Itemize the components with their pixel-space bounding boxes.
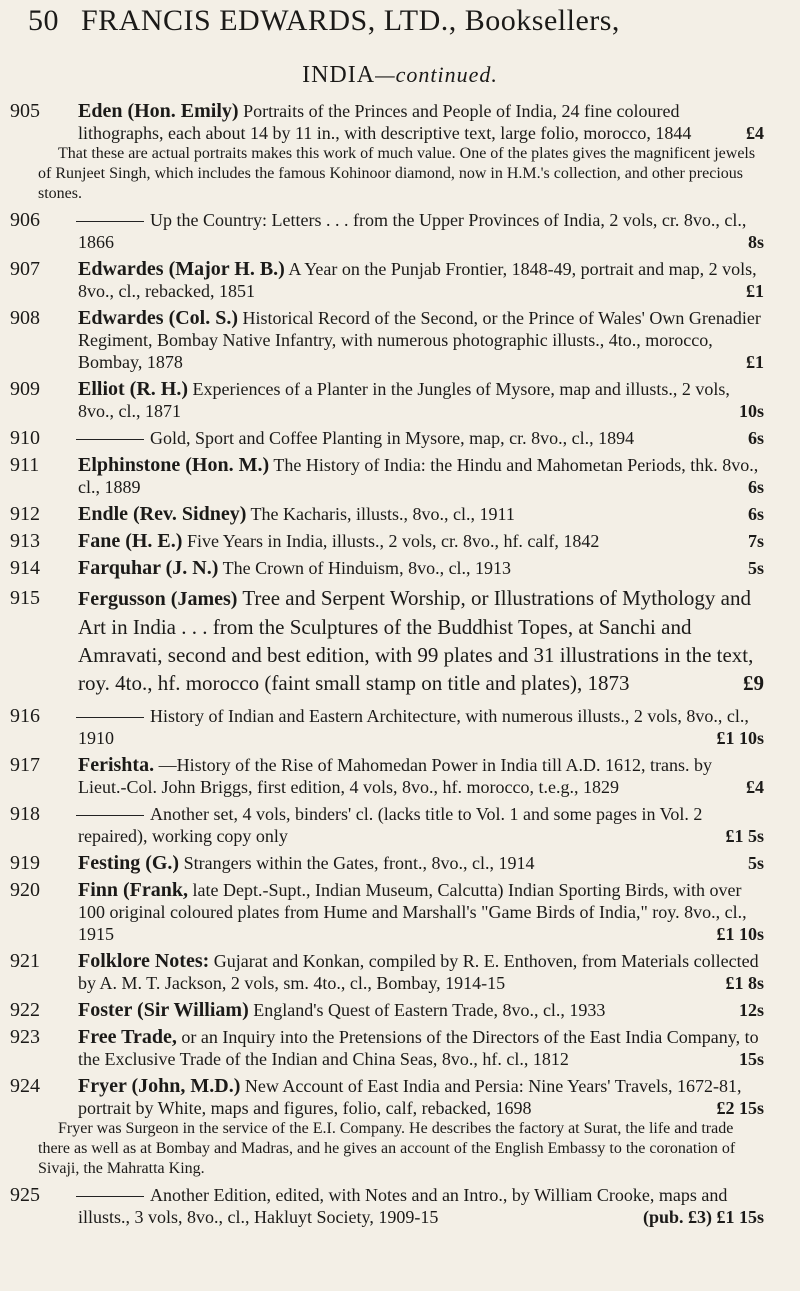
catalogue-entry <box>0 999 800 1021</box>
entry-author: Edwardes (Col. S.) <box>78 307 239 329</box>
entry-number: 925 <box>10 1184 40 1206</box>
catalogue-entry <box>0 503 800 525</box>
entry-author: Folklore Notes: <box>78 950 210 972</box>
entry-author: Endle (Rev. Sidney) <box>78 503 247 525</box>
ditto-rule <box>76 221 144 222</box>
entry-author: Farquhar (J. N.) <box>78 557 219 579</box>
ditto-rule <box>76 815 144 816</box>
catalogue-entry <box>0 584 800 697</box>
entry-price: 10s <box>738 401 764 421</box>
catalogue-entry <box>0 754 800 798</box>
entry-author: Fergusson (James) <box>78 588 238 610</box>
entry-description: or an Inquiry into the Pretensions of the Directors of the East India Company, to the Exclusive Trade of the Indian and China Seas, 8vo., hf. cl., 1812 <box>78 1027 759 1069</box>
entry-author: Finn (Frank, <box>78 879 189 901</box>
entry-price: £1 8s <box>725 973 764 993</box>
catalogue-entry <box>0 454 800 498</box>
catalogue-entry <box>0 530 800 552</box>
section-continued: —continued. <box>375 62 498 87</box>
entry-description: Another Edition, edited, with Notes and an Intro., by William Crooke, maps and illusts., 3 vols, 8vo., cl., Hakluyt Society, 1909-15 <box>78 1185 728 1227</box>
entry-price: £1 5s <box>725 826 764 846</box>
entry-author: Ferishta. <box>78 754 155 776</box>
entry-author: Festing (G.) <box>78 852 180 874</box>
catalogue-entry <box>0 1026 800 1070</box>
entry-number: 911 <box>10 454 40 476</box>
entry-price: 12s <box>738 1000 764 1020</box>
entry-description: Experiences of a Planter in the Jungles of Mysore, map and illusts., 2 vols, 8vo., cl., 1871 <box>78 379 730 421</box>
catalogue-entry <box>0 209 800 253</box>
entry-price: 7s <box>747 531 764 551</box>
entry-number: 919 <box>10 852 40 874</box>
entry-price: 6s <box>747 504 764 524</box>
entry-author: Elphinstone (Hon. M.) <box>78 454 270 476</box>
entry-price: £1 <box>746 281 764 301</box>
entry-price: 6s <box>747 477 764 497</box>
entry-note: That these are actual portraits makes this work of much value. One of the plates gives the magnificent jewels of Runjeet Singh, which includes the famous Kohinoor diamond, now in H.M.'s collection, and other precious stones. <box>38 145 756 202</box>
entry-author: Fryer (John, M.D.) <box>78 1075 241 1097</box>
page-number: 50 <box>28 4 59 37</box>
publisher-name: FRANCIS EDWARDS, LTD., Booksellers, <box>81 4 620 37</box>
entry-number: 909 <box>10 378 40 400</box>
entry-number: 912 <box>10 503 40 525</box>
catalogue-entry <box>0 100 800 204</box>
catalogue-entry <box>0 307 800 373</box>
entry-price: 5s <box>747 853 764 873</box>
entry-number: 914 <box>10 557 40 579</box>
entry-number: 906 <box>10 209 40 231</box>
ditto-rule <box>76 1196 144 1197</box>
entry-price: £1 <box>746 352 764 372</box>
entry-description: Strangers within the Gates, front., 8vo., cl., 1914 <box>183 853 535 873</box>
entry-price: £1 10s <box>716 924 764 944</box>
entry-price: 15s <box>738 1049 764 1069</box>
catalogue-entry <box>0 950 800 994</box>
catalogue-entry <box>0 258 800 302</box>
catalogue-entry <box>0 378 800 422</box>
entry-price: £9 <box>743 671 764 695</box>
catalogue-entry <box>0 1184 800 1228</box>
entry-description: The History of India: the Hindu and Mahometan Periods, thk. 8vo., cl., 1889 <box>78 455 759 497</box>
section-title <box>0 62 800 89</box>
catalogue-entry <box>0 427 800 449</box>
entry-price: 8s <box>747 232 764 252</box>
entry-description: —History of the Rise of Mahomedan Power in India till A.D. 1612, trans. by Lieut.-Col. John Briggs, first edition, 4 vols, 8vo., hf. morocco, t.e.g., 1829 <box>78 755 713 797</box>
entry-number: 905 <box>10 100 40 122</box>
entry-price: £4 <box>746 123 764 143</box>
catalogue-entry <box>0 1075 800 1179</box>
ditto-rule <box>76 439 144 440</box>
section-name: INDIA <box>302 62 376 88</box>
entry-description: Portraits of the Princes and People of India, 24 fine coloured lithographs, each about 14 by 11 in., with descriptive text, large folio, morocco, 1844 <box>78 101 692 143</box>
entry-author: Foster (Sir William) <box>78 999 249 1021</box>
catalogue-entry <box>0 705 800 749</box>
entry-description: New Account of East India and Persia: Nine Years' Travels, 1672-81, portrait by White, maps and figures, folio, calf, rebacked, 1698 <box>78 1076 742 1118</box>
entry-number: 908 <box>10 307 40 329</box>
entry-description: History of Indian and Eastern Architecture, with numerous illusts., 2 vols, 8vo., cl., 1910 <box>78 706 749 748</box>
entry-description: Historical Record of the Second, or the Prince of Wales' Own Grenadier Regiment, Bombay Native Infantry, with numerous photographic illusts., 4to., morocco, Bombay, 1878 <box>78 308 761 372</box>
entry-description: Tree and Serpent Worship, or Illustrations of Mythology and Art in India . . . from the Sculptures of the Buddhist Topes, at Sanchi and Amravati, second and best edition, with 99 plates and 31 illustrations in the text, roy. 4to., hf. morocco (faint small stamp on title and plates), 1873 <box>78 586 754 695</box>
entry-number: 910 <box>10 427 40 449</box>
entry-number: 923 <box>10 1026 40 1048</box>
entry-description: The Kacharis, illusts., 8vo., cl., 1911 <box>250 504 515 524</box>
ditto-rule <box>76 717 144 718</box>
entry-price: £2 15s <box>716 1098 764 1118</box>
entry-price: £4 <box>746 777 764 797</box>
entry-price: 5s <box>747 558 764 578</box>
entry-number: 920 <box>10 879 40 901</box>
entry-price: (pub. £3) £1 15s <box>642 1207 764 1227</box>
entry-price: 6s <box>747 428 764 448</box>
entry-author: Eden (Hon. Emily) <box>78 100 239 122</box>
entry-author: Elliot (R. H.) <box>78 378 188 400</box>
catalogue-entry <box>0 852 800 874</box>
entry-description: Five Years in India, illusts., 2 vols, cr. 8vo., hf. calf, 1842 <box>186 531 600 551</box>
entry-number: 918 <box>10 803 40 825</box>
entry-number: 907 <box>10 258 40 280</box>
entry-description: A Year on the Punjab Frontier, 1848-49, portrait and map, 2 vols, 8vo., cl., rebacked, 1851 <box>78 259 757 301</box>
entry-author: Edwardes (Major H. B.) <box>78 258 285 280</box>
entry-author: Fane (H. E.) <box>78 530 183 552</box>
entry-list <box>0 100 800 1233</box>
entry-description: Gold, Sport and Coffee Planting in Mysore, map, cr. 8vo., cl., 1894 <box>150 428 635 448</box>
entry-description: England's Quest of Eastern Trade, 8vo., cl., 1933 <box>253 1000 606 1020</box>
entry-description: Gujarat and Konkan, compiled by R. E. Enthoven, from Materials collected by A. M. T. Jackson, 2 vols, sm. 4to., cl., Bombay, 1914-15 <box>78 951 759 993</box>
entry-number: 921 <box>10 950 40 972</box>
entry-number: 916 <box>10 705 40 727</box>
catalogue-entry <box>0 879 800 945</box>
running-head <box>28 4 788 38</box>
entry-number: 922 <box>10 999 40 1021</box>
entry-description: late Dept.-Supt., Indian Museum, Calcutta) Indian Sporting Birds, with over 100 original coloured plates from Hume and Marshall's "Game Birds of India," roy. 8vo., cl., 1915 <box>78 880 747 944</box>
entry-author: Free Trade, <box>78 1026 177 1048</box>
entry-note: Fryer was Surgeon in the service of the E.I. Company. He describes the factory at Surat, the life and trade there as well as at Bombay and Madras, and he gives an account of the English Embassy to the coronation of Sivaji, the Mahratta King. <box>38 1120 736 1177</box>
catalogue-entry <box>0 803 800 847</box>
entry-description: Up the Country: Letters . . . from the Upper Provinces of India, 2 vols, cr. 8vo., cl., 1866 <box>78 210 747 252</box>
catalogue-entry <box>0 557 800 579</box>
entry-price: £1 10s <box>716 728 764 748</box>
entry-number: 913 <box>10 530 40 552</box>
entry-description: The Crown of Hinduism, 8vo., cl., 1913 <box>222 558 512 578</box>
entry-number: 917 <box>10 754 40 776</box>
entry-number: 915 <box>10 587 40 609</box>
entry-description: Another set, 4 vols, binders' cl. (lacks title to Vol. 1 and some pages in Vol. 2 repaired), working copy only <box>78 804 703 846</box>
entry-number: 924 <box>10 1075 40 1097</box>
